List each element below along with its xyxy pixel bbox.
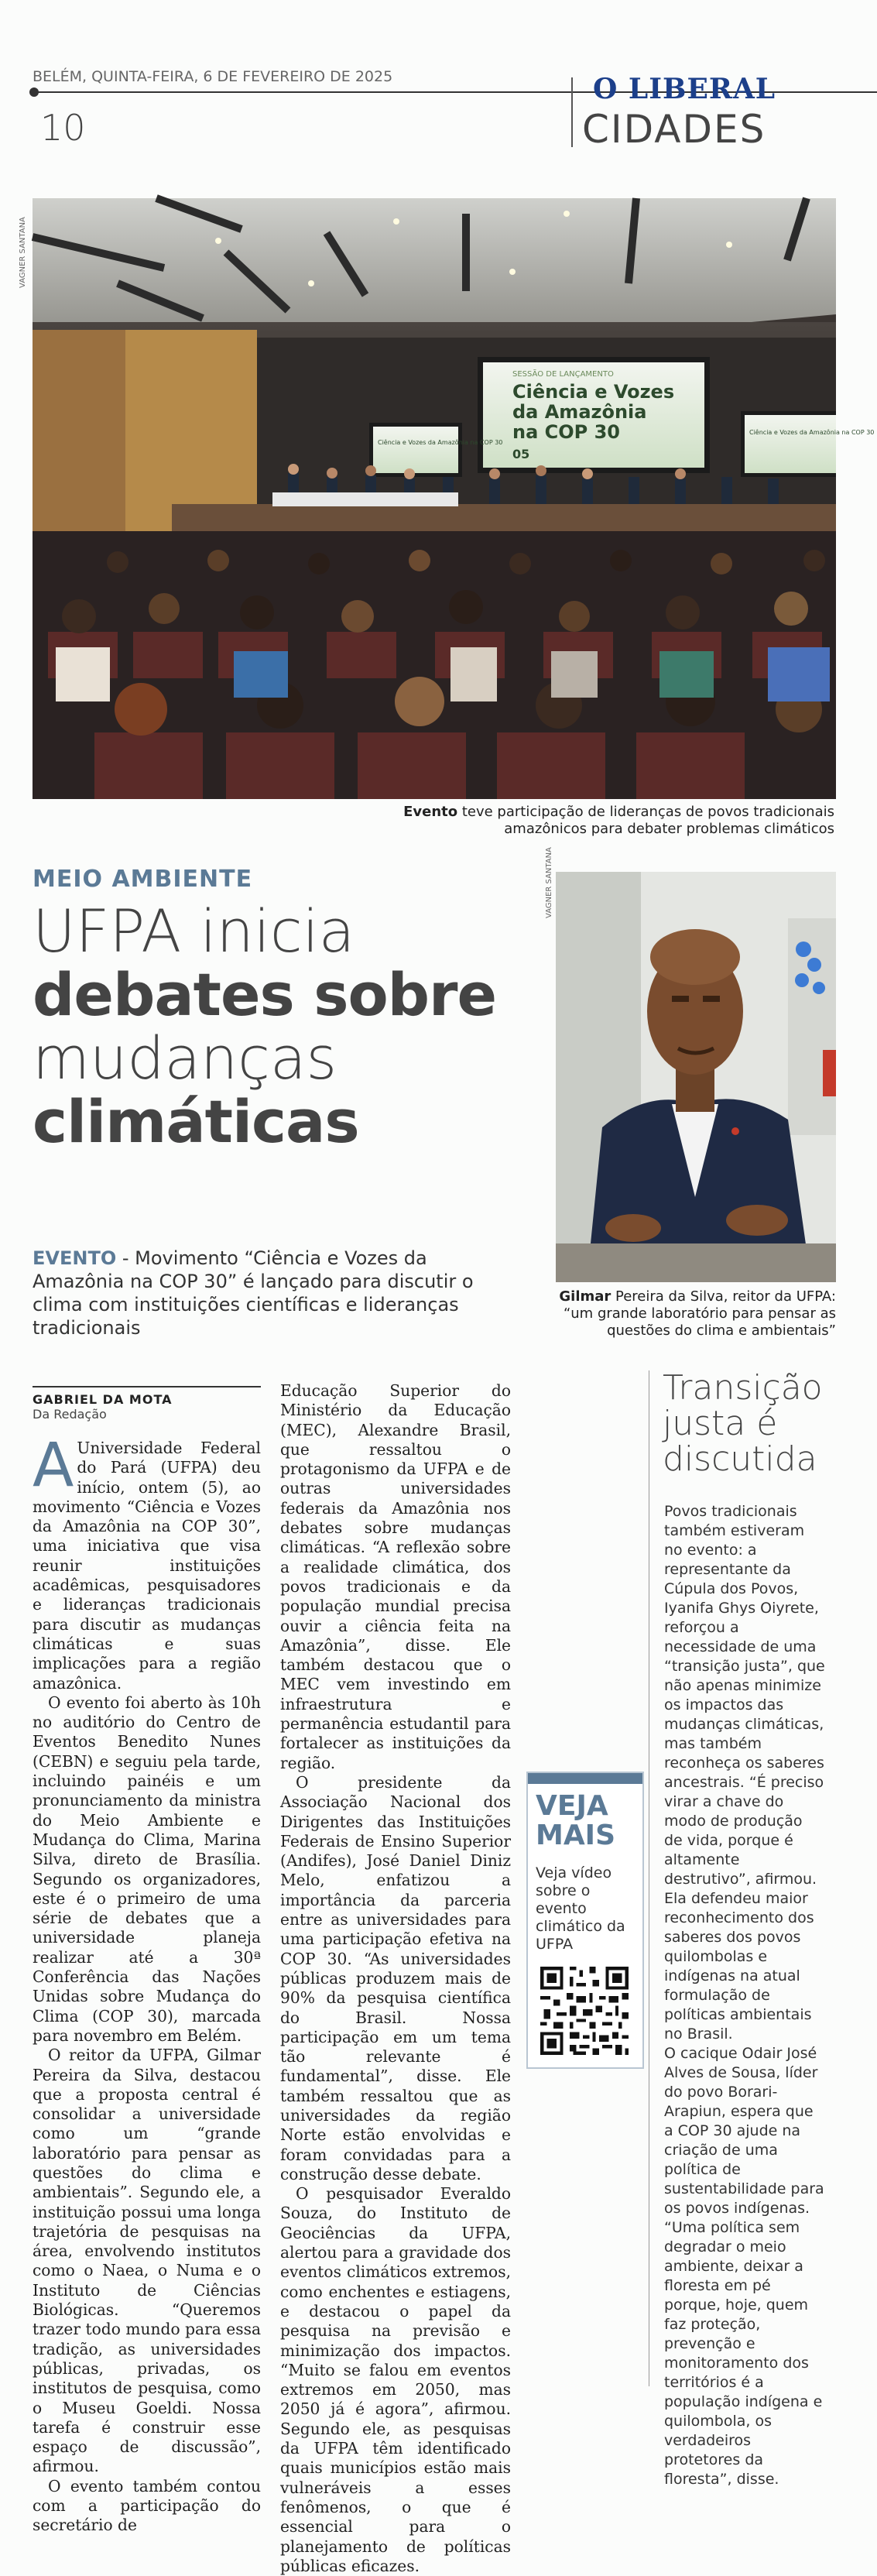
veja-mais-bar [528,1773,642,1784]
paragraph: O evento também contou com a participação do secretário de [33,2476,261,2535]
page-number: 10 [40,107,86,149]
veja-mais-text: Veja vídeo sobre o evento climático da UFPA [536,1864,625,1953]
event-photo [33,198,875,799]
headline-line-3: mudanças [33,1024,337,1092]
sidebar-title: Transição justa é discutida [663,1368,823,1479]
screen-title-3: na COP 30 [512,421,620,443]
screen-date: 05 [512,447,530,461]
qr-code-icon[interactable] [537,1964,632,2058]
portrait-caption-bold: Gilmar [559,1288,612,1305]
paragraph: O evento foi aberto às 10h no auditório do Centro de Eventos Benedito Nunes (CEBN) e seguiu pela tarde, incluindo painéis e um pronunciamento da ministra do Meio Ambiente e Mudança do Clima, Marina Silva, direto de Brasília. Segundo os organizadores, este é o primeiro de uma série de debates que a universidade planeja realizar até a 30ª Conferência das Nações Unidas sobre Mudança do Clima (COP 30), marcada para novembro em Belém. [33,1693,261,2045]
veja-mais-title-1: VEJA [536,1790,608,1822]
drop-cap: A [33,1431,74,1501]
veja-mais-title-2: MAIS [536,1820,616,1851]
standfirst [33,1247,512,1339]
paragraph: Povos tradicionais também estiveram no evento: a representante da Cúpula dos Povos, Iyanifa Ghys Oiyrete, reforçou a necessidade de uma “transição justa”, que não apenas minimize os impactos das mudanças climáticas, mas também reconheça os saberes ancestrais. “É preciso virar a chave do modo de produção de vida, porque é altamente destrutivo”, afirmou. Ela defendeu maior reconhecimento dos saberes dos povos quilombolas e indígenas na atual formulação de políticas ambientais no Brasil. [664,1503,825,2043]
veja-mais-box[interactable] [526,1772,644,2069]
caption-bold: Evento [403,804,458,820]
sidebar-text [664,1502,825,2489]
standfirst-text: - Movimento “Ciência e Vozes da Amazônia na COP 30” é lançado para discutir o clima com instituições científicas e lideranças tradicionais [33,1247,474,1339]
portrait-caption [556,1288,836,1339]
screen-right-text: Ciência e Vozes da Amazônia na COP 30 [749,429,875,436]
headline-line-4: climáticas [33,1087,359,1156]
paragraph: Educação Superior do Ministério da Educação (MEC), Alexandre Brasil, que ressaltou o protagonismo da UFPA e de outras universidades federais da Amazônia nos debates sobre mudanças climáticas. “A reflexão sobre a realidade climática, dos povos tradicionais e da população mundial precisa ouvir a ciência feita na Amazônia”, disse. Ele também destacou que o MEC vem investindo em infraestrutura e permanência estudantil para fortalecer as instituições da região. [280,1381,511,1772]
portrait-photo [556,872,836,1282]
dateline: BELÉM, QUINTA-FEIRA, 6 DE FEVEREIRO DE 2025 [33,68,393,85]
article-column-2 [280,1381,511,2576]
top-photo-caption [364,804,834,838]
veja-mais-title [536,1792,615,1851]
paragraph: O pesquisador Everaldo Souza, do Instituto de Geociências da UFPA, alertou para a gravidade dos eventos climáticos extremos, como enchentes e estiagens, e destacou o papel da pesquisa na previsão e minimização dos impactos. “Muito se falou em eventos extremos em 2050, mas 2050 já é agora”, afirmou. Segundo ele, as pesquisas da UFPA têm identificado quais municípios estão mais vulneráveis a esses fenômenos, o que é essencial para o planejamento de políticas públicas eficazes. [280,2184,511,2575]
photo-credit: VAGNER SANTANA [19,217,27,288]
screen-title-2: da Amazônia [512,401,647,423]
paragraph-text: Universidade Federal do Pará (UFPA) deu início, ontem (5), ao movimento “Ciência e Vozes da Amazônia na COP 30”, uma iniciativa que visa reunir instituições acadêmicas, pesquisadores e lideranças tradicionais para discutir as mudanças climáticas e suas implicações para a região amazônica. [33,1439,261,1693]
kicker: MEIO AMBIENTE [33,866,253,893]
author-name: GABRIEL DA MOTA [33,1392,173,1407]
paragraph [33,1431,261,1693]
standfirst-kicker: EVENTO [33,1247,117,1269]
header-divider [571,77,573,147]
portrait-credit: VAGNER SANTANA [545,847,553,918]
paragraph: O cacique Odair José Alves de Sousa, líder do povo Borari-Arapiun, espera que a COP 30 ajude na criação de uma política de sustentabilidade para os povos indígenas. “Uma política sem degradar o meio ambiente, deixar a floresta em pé porque, hoje, quem faz proteção, prevenção e monitoramento dos territórios é a população indígena e quilombola, os verdadeiros protetores da floresta”, disse. [664,2045,824,2488]
portrait-caption-text: Pereira da Silva, reitor da UFPA: “um grande laboratório para pensar as questões do clima e ambientais” [563,1288,836,1339]
article-column-1 [33,1431,261,2536]
headline-line-1: UFPA inicia [33,897,355,966]
caption-text: teve participação de lideranças de povos tradicionais amazônicos para debater problemas climáticos [457,804,834,837]
screen-small-text: SESSÃO DE LANÇAMENTO [512,370,614,379]
paragraph: O reitor da UFPA, Gilmar Pereira da Silva, destacou que a proposta central é consolidar a universidade como um “grande laboratório para pensar as questões do clima e ambientais”. Segundo ele, a instituição possui uma longa trajetória de pesquisas na área, envolvendo institutos como o Naea, o Numa e o Instituto de Ciências Biológicas. “Queremos trazer todo mundo para essa tradição, as universidades públicas, privadas, os institutos de pesquisa, como o Museu Goeldi. Nossa tarefa é construir esse espaço de discussão”, afirmou. [33,2046,261,2476]
headline [33,897,520,1156]
author-role: Da Redação [33,1407,107,1422]
headline-line-2: debates sobre [33,960,497,1029]
paragraph: O presidente da Associação Nacional dos Dirigentes das Instituições Federais de Ensino Superior (Andifes), José Daniel Diniz Melo, enfatizou a importância da parceria entre as universidades para uma participação efetiva na COP 30. “As universidades públicas produzem mais de 90% da pesquisa científica do Brasil. Nossa participação em um tema tão relevante é fundamental”, disse. Ele também ressaltou que as universidades da região Norte estão envolvidas e foram convidadas para a construção desse debate. [280,1772,511,2183]
screen-title-1: Ciência e Vozes [512,381,675,403]
newspaper-logo: O LIBERAL [593,73,776,105]
screen-left-text: Ciência e Vozes da Amazônia na COP 30 [378,439,503,446]
section-name: CIDADES [582,107,766,152]
byline [33,1386,261,1422]
